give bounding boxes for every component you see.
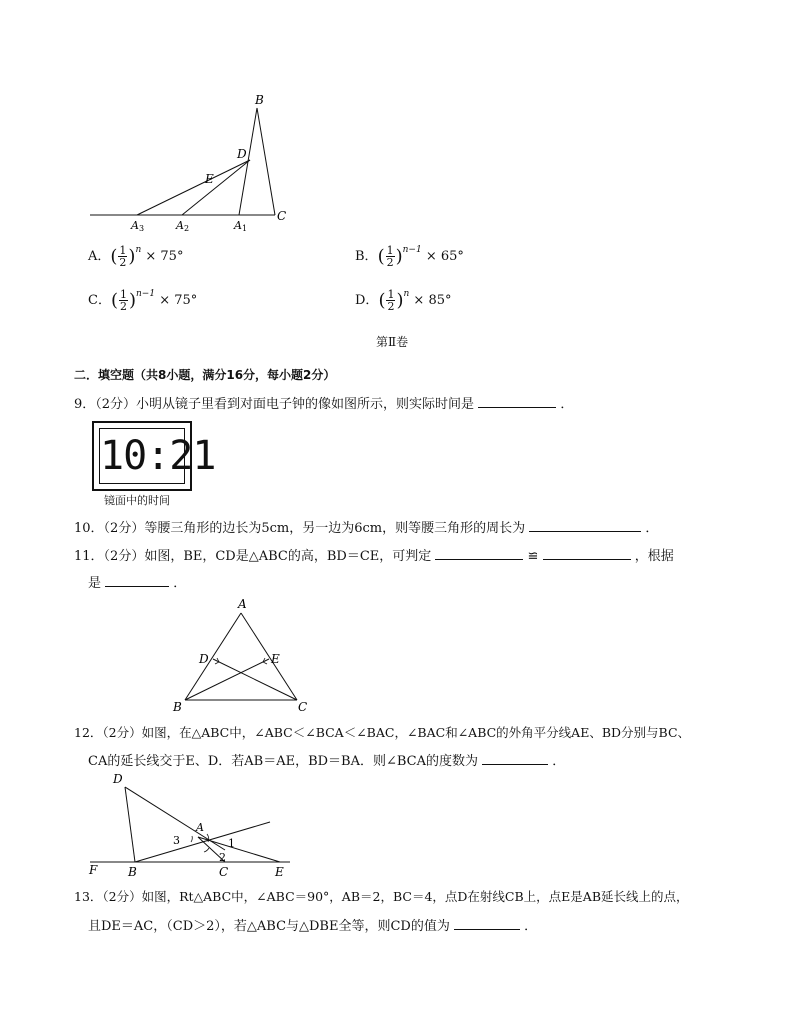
clock-digits: 10:21 [100,433,216,479]
label-C: C [277,209,287,223]
answer-blank [454,917,520,930]
option-d: D．( $\frac{1}{2}$ )$^n$ × 85° [355,288,452,313]
question-10: 10．（2分）等腰三角形的边长为5cm，另一边为6cm，则等腰三角形的周长为 ． [74,521,659,536]
label-D: D [199,652,209,666]
question-11: 11．（2分）如图，BE，CD是△ABC的高，BD＝CE，可判定 ≌ ，根据 [74,549,674,564]
answer-blank [105,574,169,587]
question-11-line2: 是 ． [88,576,187,591]
label-C: C [219,865,229,879]
question-12-line2: CA的延长线交于E、D．若AB＝AE，BD＝BA．则∠BCA的度数为 ． [88,754,566,769]
answer-blank [478,395,556,408]
section-title: 二．填空题（共8小题，满分16分，每小题2分） [74,368,336,382]
question-12: 12．（2分）如图，在△ABC中，∠ABC＜∠BCA＜∠BAC，∠BAC和∠ABC的外角平分线AE、BD分别与BC、 [74,725,691,740]
answer-blank [529,519,641,532]
angle-1: 1 [228,837,235,850]
label-A: A [238,597,247,611]
answer-blank [543,547,631,560]
figure-q11 [165,595,315,715]
label-E: E [205,172,214,186]
label-A1: A [234,219,242,232]
question-13: 13．（2分）如图，Rt△ABC中，∠ABC＝90°，AB＝2，BC＝4，点D在射线CB上，点E是AB延长线上的点， [74,889,689,904]
volume-title: 第Ⅱ卷 [376,335,409,349]
option-a: A．( $\frac{1}{2}$ )$^n$ × 75° [88,244,184,269]
mirror-clock [92,421,216,491]
label-F: F [89,863,98,877]
question-9: 9．（2分）小明从镜子里看到对面电子钟的像如图所示，则实际时间是 ． [74,397,574,412]
label-E: E [275,865,284,879]
label-B: B [255,93,264,107]
question-13-line2: 且DE＝AC，（CD＞2），若△ABC与△DBE全等，则CD的值为 ． [88,919,538,934]
label-D: D [237,147,247,161]
label-A2: A [176,219,184,232]
label-A1-sub: 1 [242,224,248,233]
label-A3: A [131,219,139,232]
answer-blank [482,752,548,765]
label-A3-sub: 3 [139,224,145,233]
option-c: C．( $\frac{1}{2}$ )$^{n-1}$ × 75° [88,288,198,313]
label-B: B [128,865,137,879]
label-B: B [173,700,182,714]
figure-q12 [85,770,300,880]
angle-2: 2 [219,851,226,864]
clock-caption: 镜面中的时间 [104,494,170,507]
answer-blank [435,547,523,560]
option-b: B．( $\frac{1}{2}$ )$^{n-1}$ × 65° [355,244,464,269]
label-A: A [196,821,204,834]
label-E: E [271,652,280,666]
clock-face [99,428,216,484]
figure-q8 [85,90,305,240]
angle-3: 3 [173,834,180,847]
label-C: C [298,700,308,714]
label-A2-sub: 2 [184,224,190,233]
label-D: D [113,772,123,786]
